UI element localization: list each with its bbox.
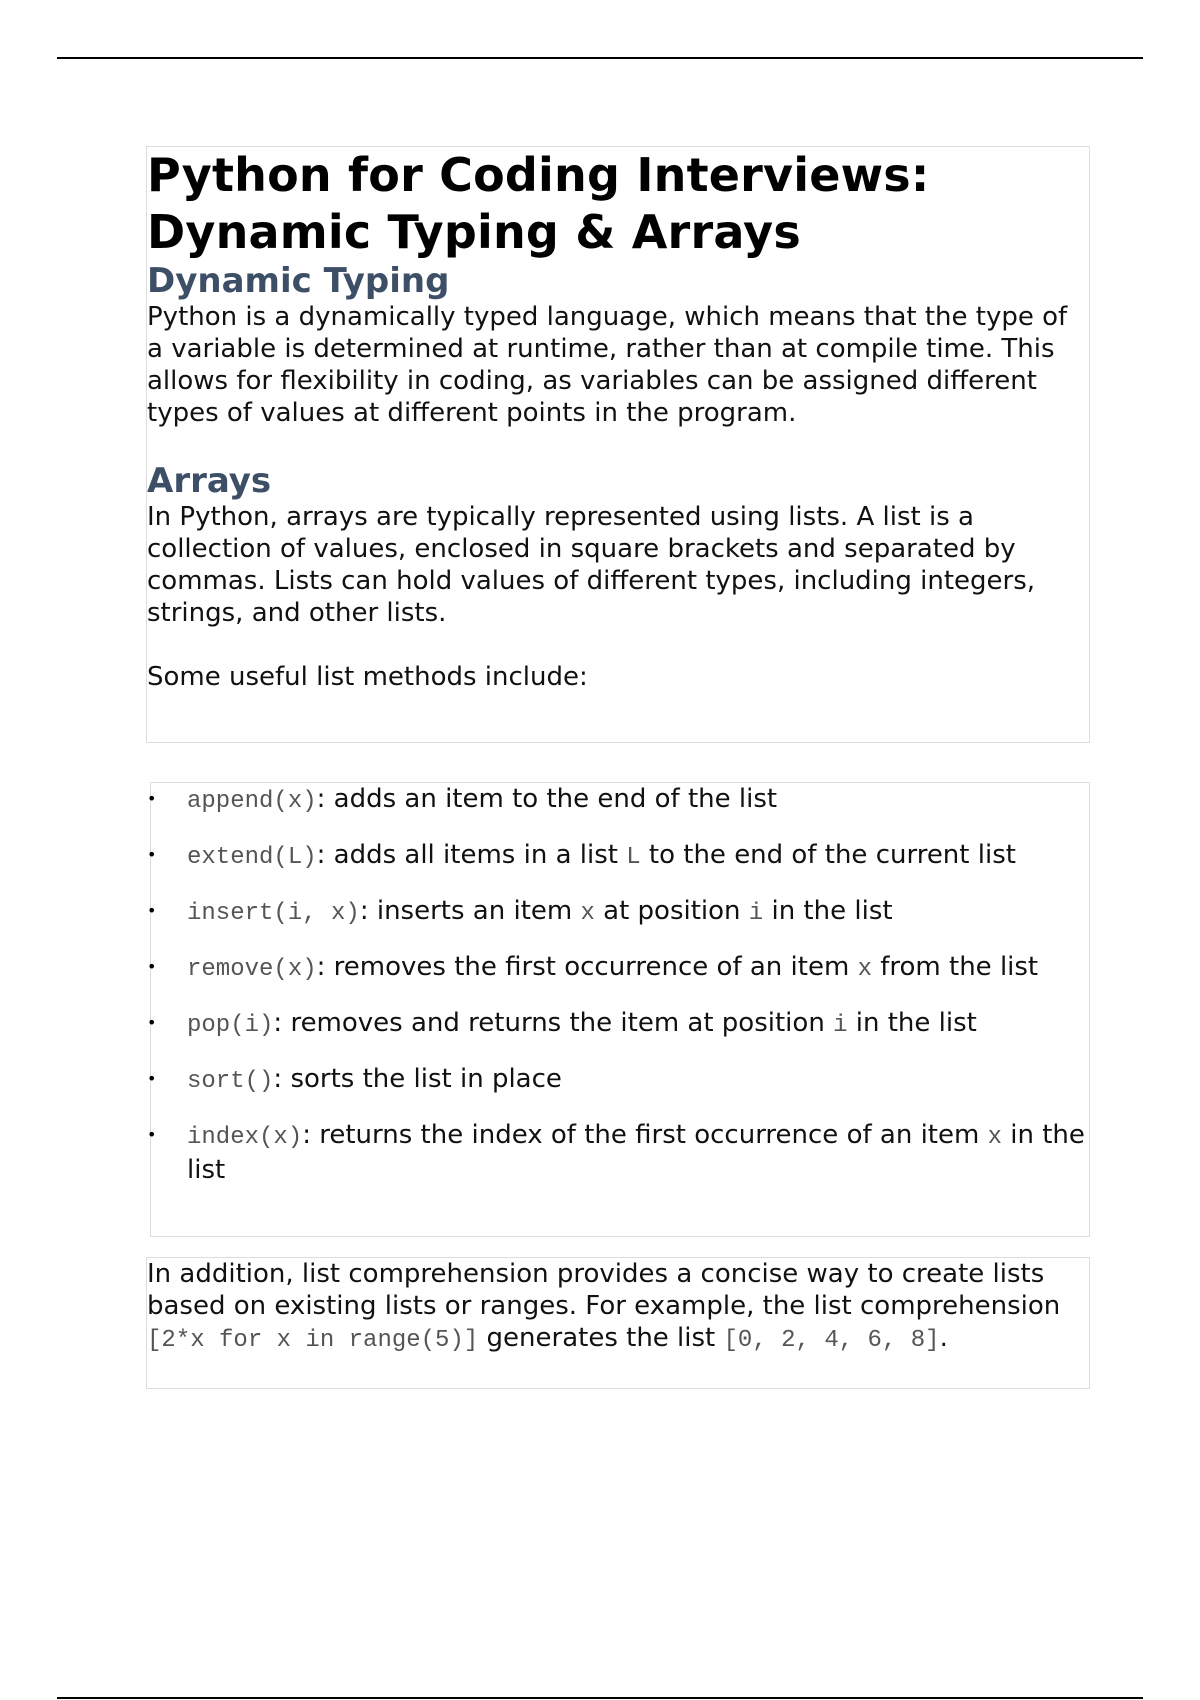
inline-code: i (833, 1012, 848, 1039)
comprehension-paragraph (147, 1258, 1089, 1357)
method-extend (151, 839, 1089, 874)
list-methods-section (150, 782, 1090, 1237)
dynamic-typing-paragraph: Python is a dynamically typed language, which means that the type of a variable is determined at runtime, rather than at compile time. This allows for flexibility in coding, as variables can be assigned different types of values at different points in the program. (147, 302, 1068, 428)
comprehension-text: In addition, list comprehension provides a concise way to create lists based on existing lists or ranges. For example, the list comprehension (147, 1259, 1061, 1321)
method-text: : adds all items in a list (316, 840, 627, 870)
method-text: in the list (187, 1120, 1085, 1185)
method-text: : sorts the list in place (273, 1064, 562, 1094)
method-text: : removes the first occurrence of an item (316, 952, 858, 982)
comprehension-result-code: [0, 2, 4, 6, 8] (723, 1327, 940, 1354)
method-code: extend(L) (187, 844, 317, 871)
arrays-heading: Arrays (147, 461, 272, 501)
inline-code: x (987, 1124, 1002, 1151)
inline-code: x (580, 900, 595, 927)
comprehension-text: generates the list (478, 1323, 724, 1353)
method-text: : inserts an item (359, 896, 581, 926)
method-text: to the end of the current list (640, 840, 1016, 870)
method-code: insert(i, x) (187, 900, 360, 927)
method-sort (151, 1063, 1089, 1098)
method-code: sort() (187, 1068, 274, 1095)
methods-intro: Some useful list methods include: (147, 662, 588, 692)
method-code: remove(x) (187, 956, 317, 983)
method-append (151, 783, 1089, 818)
dynamic-typing-heading: Dynamic Typing (147, 261, 450, 301)
method-text: from the list (871, 952, 1039, 982)
method-text: : removes and returns the item at position (273, 1008, 834, 1038)
page-title: Python for Coding Interviews: Dynamic Typing & Arrays (147, 148, 930, 259)
arrays-paragraph: In Python, arrays are typically represented using lists. A list is a collection of values, enclosed in square brackets and separated by commas. Lists can hold values of different types, including integers, strings, and other lists. (147, 502, 1036, 628)
method-text: in the list (847, 1008, 977, 1038)
inline-code: i (748, 900, 764, 927)
method-text: : returns the index of the first occurrence of an item (302, 1120, 988, 1150)
method-code: append(x) (187, 788, 317, 815)
method-insert (151, 895, 1089, 930)
comprehension-text: . (939, 1323, 948, 1353)
intro-section (146, 146, 1090, 743)
method-text: in the list (763, 896, 893, 926)
method-remove (151, 951, 1089, 986)
method-code: pop(i) (187, 1012, 274, 1039)
header-rule (57, 57, 1143, 59)
footer-rule (57, 1697, 1143, 1699)
method-pop (151, 1007, 1089, 1042)
list-methods (151, 783, 1089, 1186)
inline-code: L (626, 844, 641, 871)
method-index (151, 1119, 1089, 1186)
comprehension-code: [2*x for x in range(5)] (147, 1327, 479, 1354)
method-code: index(x) (187, 1124, 303, 1151)
method-text: at position (594, 896, 749, 926)
method-text: : adds an item to the end of the list (316, 784, 778, 814)
comprehension-section (146, 1257, 1090, 1389)
inline-code: x (857, 956, 872, 983)
